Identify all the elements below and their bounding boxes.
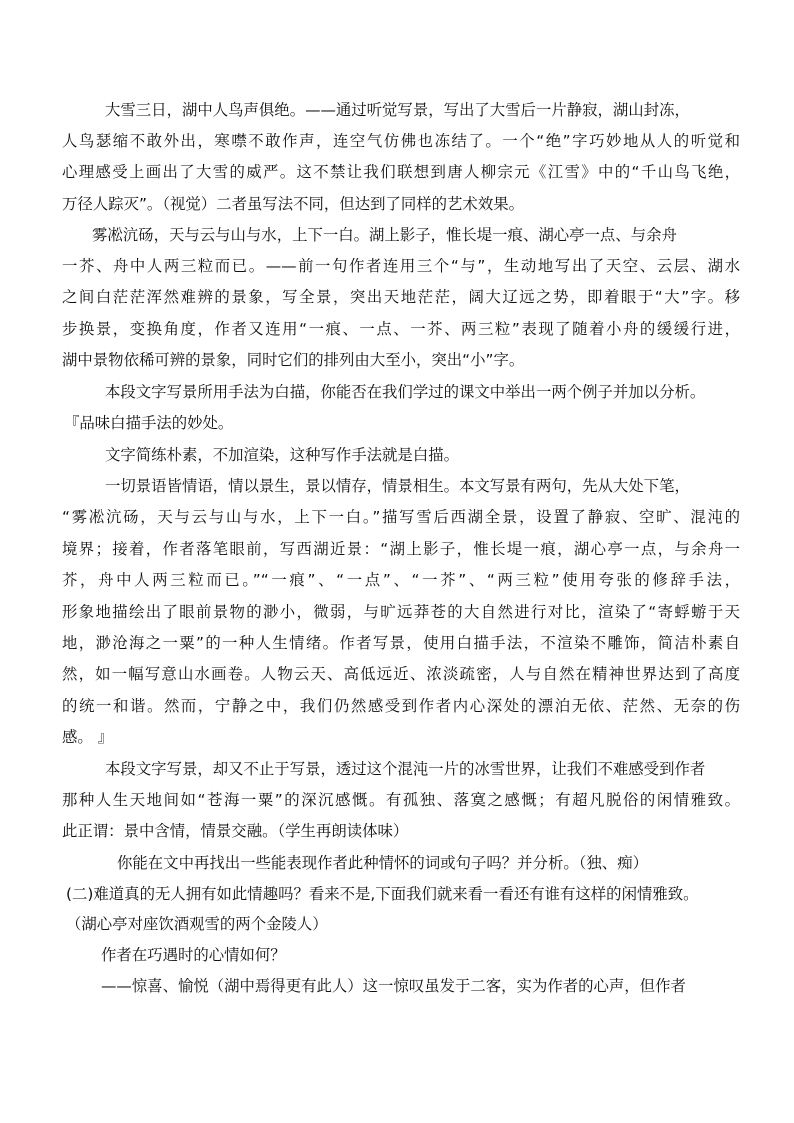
text-line-13: 一切景语皆情语，情以景生，景以情存，情景相生。本文写景有两句，先从大处下笔， [105,477,690,495]
text-line-28: 作者在巧遇时的心情如何？ [101,946,286,964]
text-line-15: 境界；接着，作者落笔眼前，写西湖近景：“湖上影子，惟长堤一痕，湖心亭一点，与余舟一 [62,540,740,558]
text-line-3: 心理感受上画出了大雪的威严。这不禁让我们联想到唐人柳宗元《江雪》中的“千山鸟飞绝， [62,163,740,181]
text-line-24: 此正谓：景中含情，情景交融。（学生再朗读体味） [62,822,409,840]
text-line-7: 之间白茫茫浑然难辨的景象，写全景，突出天地茫茫，阔大辽远之势，即着眼于“大”字。移 [62,288,740,306]
text-line-2: 人鸟瑟缩不敢外出，寒噤不敢作声，连空气仿佛也冻结了。一个“绝”字巧妙地从人的听觉和 [62,132,740,150]
text-line-29: ——惊喜、愉悦（湖中焉得更有此人）这一惊叹虽发于二客，实为作者的心声，但作者 [101,977,686,995]
text-line-10: 本段文字写景所用手法为白描，你能否在我们学过的课文中举出一两个例子并加以分析。 [105,383,706,401]
text-line-4: 万径人踪灭”。（视觉）二者虽写法不同，但达到了同样的艺术效果。 [62,195,524,213]
text-line-9: 湖中景物依稀可辨的景象，同时它们的排列由大至小，突出“小”字。 [62,351,525,369]
text-line-21: 感。 』 [62,728,114,746]
text-line-18: 地，渺沧海之一粟”的一种人生情绪。作者写景，使用白描手法，不渲染不雕饰，简洁朴素自 [62,634,740,652]
text-line-6: 一芥、舟中人两三粒而已。——前一句作者连用三个“与”，生动地写出了天空、云层、湖水 [62,257,740,275]
text-line-8: 步换景，变换角度，作者又连用“一痕、一点、一芥、两三粒”表现了随着小舟的缓缓行进， [62,320,740,338]
text-line-26: (二)难道真的无人拥有如此情趣吗？看来不是,下面我们就来看一看还有谁有这样的闲情雅致。 [66,885,699,903]
text-line-5: 雾凇沆砀，天与云与山与水，上下一白。湖上影子，惟长堤一痕、湖心亭一点、与余舟 [92,226,677,244]
text-line-11: 『品味白描手法的妙处。 [64,414,234,432]
text-line-19: 然，如一幅写意山水画卷。人物云天、高低远近、浓淡疏密，人与自然在精神世界达到了高度 [62,665,740,683]
text-line-22: 本段文字写景，却又不止于写景，透过这个混沌一片的冰雪世界，让我们不难感受到作者 [105,760,706,778]
text-line-1: 大雪三日，湖中人鸟声俱绝。——通过听觉写景，写出了大雪后一片静寂，湖山封冻， [105,101,690,119]
text-line-12: 文字简练朴素，不加渲染，这种写作手法就是白描。 [105,446,459,464]
text-line-25: 你能在文中再找出一些能表现作者此种情怀的词或句子吗？并分析。（独、痴） [117,854,648,872]
text-line-27: （湖心亭对座饮酒观雪的两个金陵人） [66,915,328,933]
text-line-16: 芥，舟中人两三粒而已。”“一痕”、“一点”、“一芥”、“两三粒”使用夸张的修辞手法， [62,571,740,589]
text-line-23: 那种人生天地间如“苍海一粟”的深沉感慨。有孤独、落寞之感慨；有超凡脱俗的闲情雅致。 [62,791,740,809]
text-line-20: 的统一和谐。然而，宁静之中，我们仍然感受到作者内心深处的漂泊无依、茫然、无奈的伤 [62,697,740,715]
text-line-17: 形象地描绘出了眼前景物的渺小，微弱，与旷远莽苍的大自然进行对比，渲染了“寄蜉蝣于天 [62,603,740,621]
text-line-14: “雾凇沆砀，天与云与山与水，上下一白。”描写雪后西湖全景，设置了静寂、空旷、混沌的 [62,508,740,526]
